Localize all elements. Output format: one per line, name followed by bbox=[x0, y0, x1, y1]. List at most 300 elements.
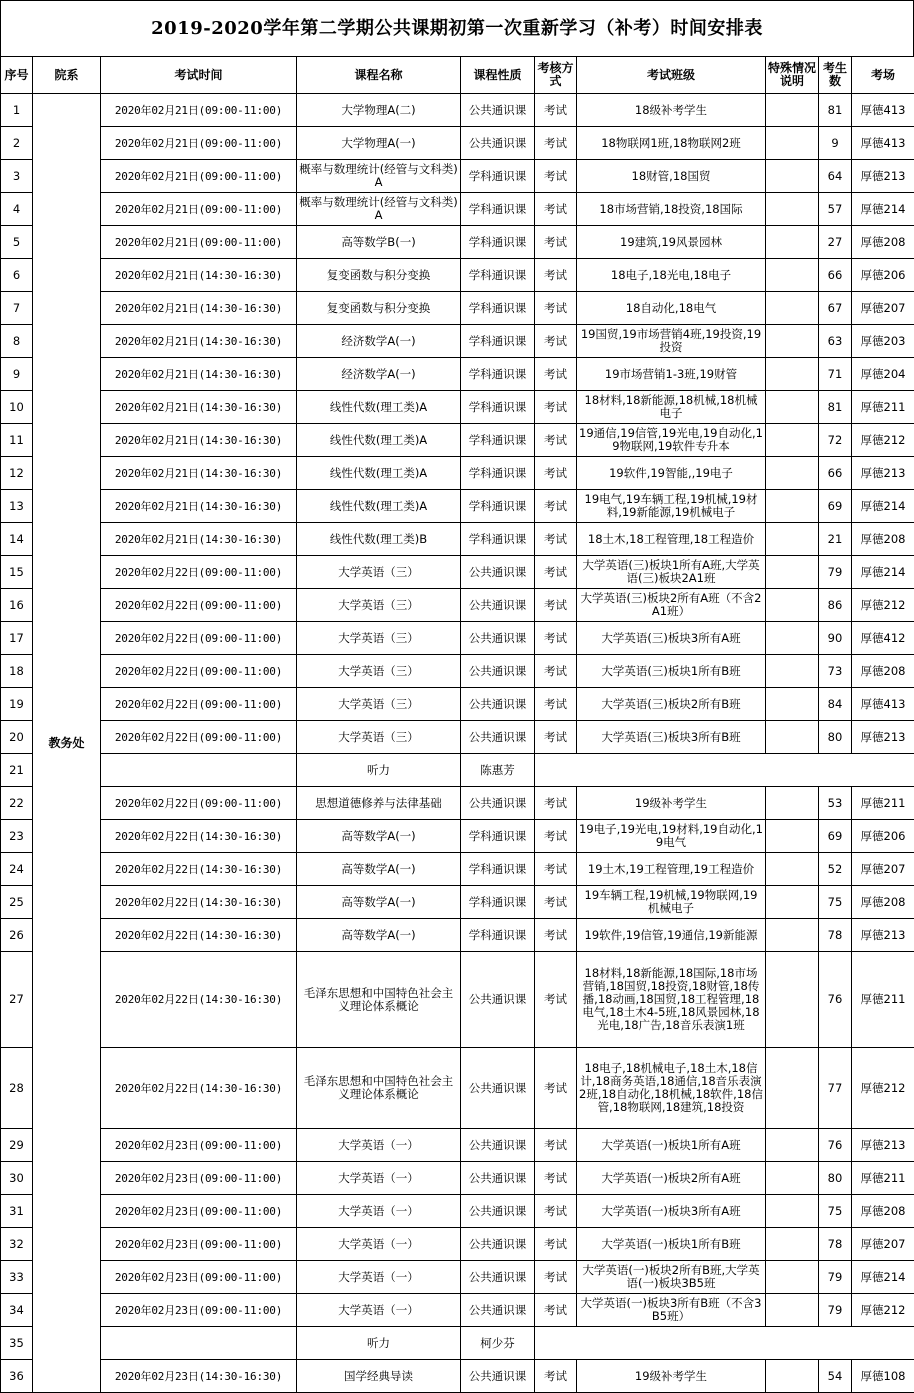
seq-cell: 35 bbox=[1, 1327, 33, 1360]
method-cell: 考试 bbox=[535, 1129, 577, 1162]
room-cell: 厚德208 bbox=[852, 226, 914, 259]
seq-cell: 12 bbox=[1, 457, 33, 490]
classes-cell: 18材料,18新能源,18机械,18机械电子 bbox=[577, 391, 766, 424]
course-cell: 大学英语（三） bbox=[297, 655, 461, 688]
nature-cell: 公共通识课 bbox=[461, 1360, 535, 1393]
special-cell bbox=[766, 160, 819, 193]
count-cell: 69 bbox=[819, 490, 852, 523]
course-cell: 高等数学B(一) bbox=[297, 226, 461, 259]
course-cell: 大学英语（一） bbox=[297, 1162, 461, 1195]
count-cell: 75 bbox=[819, 1195, 852, 1228]
special-cell bbox=[766, 1048, 819, 1129]
table-row bbox=[1, 655, 914, 688]
room-cell: 厚德412 bbox=[852, 622, 914, 655]
seq-cell: 7 bbox=[1, 292, 33, 325]
method-cell: 考试 bbox=[535, 160, 577, 193]
time-cell: 2020年02月21日(14:30-16:30) bbox=[101, 292, 297, 325]
nature-cell: 学科通识课 bbox=[461, 226, 535, 259]
time-cell: 2020年02月21日(14:30-16:30) bbox=[101, 523, 297, 556]
method-cell: 考试 bbox=[535, 391, 577, 424]
time-cell: 2020年02月22日(14:30-16:30) bbox=[101, 853, 297, 886]
course-cell: 经济数学A(一) bbox=[297, 358, 461, 391]
nature-cell: 公共通识课 bbox=[461, 688, 535, 721]
schedule-table bbox=[0, 56, 914, 1393]
count-cell: 77 bbox=[819, 1048, 852, 1129]
course-cell: 大学英语（一） bbox=[297, 1195, 461, 1228]
course-cell: 大学英语（一） bbox=[297, 1228, 461, 1261]
nature-cell: 学科通识课 bbox=[461, 919, 535, 952]
nature-cell: 公共通识课 bbox=[461, 1294, 535, 1327]
classes-cell: 19级补考学生 bbox=[577, 1360, 766, 1393]
header-dept: 院系 bbox=[33, 57, 101, 94]
room-cell: 厚德212 bbox=[852, 589, 914, 622]
table-row bbox=[1, 589, 914, 622]
room-cell: 厚德208 bbox=[852, 523, 914, 556]
table-row bbox=[1, 358, 914, 391]
time-cell: 2020年02月22日(14:30-16:30) bbox=[101, 886, 297, 919]
special-cell bbox=[766, 193, 819, 226]
room-cell: 厚德211 bbox=[852, 787, 914, 820]
time-cell: 2020年02月22日(14:30-16:30) bbox=[101, 1048, 297, 1129]
room-cell: 厚德212 bbox=[852, 424, 914, 457]
method-cell: 考试 bbox=[535, 193, 577, 226]
nature-cell: 公共通识课 bbox=[461, 1162, 535, 1195]
room-cell: 厚德108 bbox=[852, 1360, 914, 1393]
nature-cell: 公共通识课 bbox=[461, 1129, 535, 1162]
count-cell: 9 bbox=[819, 127, 852, 160]
seq-cell: 22 bbox=[1, 787, 33, 820]
special-cell bbox=[766, 325, 819, 358]
special-cell bbox=[766, 622, 819, 655]
table-row bbox=[1, 523, 914, 556]
count-cell: 90 bbox=[819, 622, 852, 655]
course-cell: 概率与数理统计(经管与文科类)A bbox=[297, 193, 461, 226]
special-cell bbox=[766, 1360, 819, 1393]
count-cell: 27 bbox=[819, 226, 852, 259]
nature-cell: 学科通识课 bbox=[461, 325, 535, 358]
classes-cell: 18电子,18机械电子,18土木,18信计,18商务英语,18通信,18音乐表演2班,18自动化,18机械,18软件,18信管,18物联网,18建筑,18投资 bbox=[577, 1048, 766, 1129]
table-row bbox=[1, 226, 914, 259]
department-cell: 教务处 bbox=[33, 94, 101, 1393]
method-cell: 考试 bbox=[535, 688, 577, 721]
table-row bbox=[1, 391, 914, 424]
count-cell: 80 bbox=[819, 721, 852, 754]
classes-cell: 大学英语(三)板块3所有B班 bbox=[577, 721, 766, 754]
seq-cell: 29 bbox=[1, 1129, 33, 1162]
method-cell: 考试 bbox=[535, 325, 577, 358]
room-cell: 厚德212 bbox=[852, 1294, 914, 1327]
course-cell: 毛泽东思想和中国特色社会主义理论体系概论 bbox=[297, 952, 461, 1048]
special-cell bbox=[766, 292, 819, 325]
room-cell: 厚德211 bbox=[852, 952, 914, 1048]
special-cell bbox=[766, 886, 819, 919]
course-cell: 大学英语（三） bbox=[297, 556, 461, 589]
classes-cell: 18电子,18光电,18电子 bbox=[577, 259, 766, 292]
nature-cell: 公共通识课 bbox=[461, 127, 535, 160]
nature-cell: 公共通识课 bbox=[461, 94, 535, 127]
method-cell: 考试 bbox=[535, 226, 577, 259]
course-cell: 大学英语（三） bbox=[297, 622, 461, 655]
course-cell: 思想道德修养与法律基础 bbox=[297, 787, 461, 820]
course-cell: 国学经典导读 bbox=[297, 1360, 461, 1393]
count-cell: 57 bbox=[819, 193, 852, 226]
course-cell: 高等数学A(一) bbox=[297, 886, 461, 919]
time-cell: 2020年02月22日(09:00-11:00) bbox=[101, 787, 297, 820]
course-cell: 大学英语（三） bbox=[297, 721, 461, 754]
special-cell bbox=[766, 721, 819, 754]
special-cell bbox=[766, 424, 819, 457]
table-row bbox=[1, 490, 914, 523]
classes-cell: 19电气,19车辆工程,19机械,19材料,19新能源,19机械电子 bbox=[577, 490, 766, 523]
nature-cell: 公共通识课 bbox=[461, 1195, 535, 1228]
room-cell: 厚德214 bbox=[852, 193, 914, 226]
seq-cell: 13 bbox=[1, 490, 33, 523]
blank-cell bbox=[535, 1327, 914, 1360]
room-cell: 厚德208 bbox=[852, 1195, 914, 1228]
method-cell: 考试 bbox=[535, 94, 577, 127]
count-cell: 73 bbox=[819, 655, 852, 688]
time-cell: 2020年02月23日(09:00-11:00) bbox=[101, 1261, 297, 1294]
special-cell bbox=[766, 457, 819, 490]
note-name-cell: 陈惠芳 bbox=[461, 754, 535, 787]
classes-cell: 大学英语(一)板块3所有B班（不含3B5班） bbox=[577, 1294, 766, 1327]
header-method: 考核方式 bbox=[535, 57, 577, 94]
count-cell: 66 bbox=[819, 457, 852, 490]
method-cell: 考试 bbox=[535, 556, 577, 589]
classes-cell: 18物联网1班,18物联网2班 bbox=[577, 127, 766, 160]
table-row bbox=[1, 1360, 914, 1393]
seq-cell: 32 bbox=[1, 1228, 33, 1261]
special-cell bbox=[766, 952, 819, 1048]
special-cell bbox=[766, 820, 819, 853]
table-row bbox=[1, 853, 914, 886]
seq-cell: 4 bbox=[1, 193, 33, 226]
count-cell: 81 bbox=[819, 391, 852, 424]
count-cell: 69 bbox=[819, 820, 852, 853]
room-cell: 厚德203 bbox=[852, 325, 914, 358]
nature-cell: 学科通识课 bbox=[461, 490, 535, 523]
classes-cell: 大学英语(一)板块2所有A班 bbox=[577, 1162, 766, 1195]
header-special: 特殊情况说明 bbox=[766, 57, 819, 94]
time-cell bbox=[101, 754, 297, 787]
time-cell: 2020年02月21日(14:30-16:30) bbox=[101, 424, 297, 457]
classes-cell: 18市场营销,18投资,18国际 bbox=[577, 193, 766, 226]
method-cell: 考试 bbox=[535, 523, 577, 556]
course-cell: 大学物理A(二) bbox=[297, 94, 461, 127]
nature-cell: 学科通识课 bbox=[461, 523, 535, 556]
room-cell: 厚德207 bbox=[852, 292, 914, 325]
seq-cell: 9 bbox=[1, 358, 33, 391]
seq-cell: 23 bbox=[1, 820, 33, 853]
seq-cell: 19 bbox=[1, 688, 33, 721]
table-body bbox=[1, 94, 914, 1393]
table-row bbox=[1, 952, 914, 1048]
course-cell: 大学英语（三） bbox=[297, 688, 461, 721]
seq-cell: 14 bbox=[1, 523, 33, 556]
time-cell: 2020年02月23日(14:30-16:30) bbox=[101, 1360, 297, 1393]
method-cell: 考试 bbox=[535, 1228, 577, 1261]
special-cell bbox=[766, 127, 819, 160]
nature-cell: 学科通识课 bbox=[461, 259, 535, 292]
room-cell: 厚德208 bbox=[852, 886, 914, 919]
time-cell: 2020年02月21日(09:00-11:00) bbox=[101, 94, 297, 127]
time-cell: 2020年02月23日(09:00-11:00) bbox=[101, 1228, 297, 1261]
method-cell: 考试 bbox=[535, 1162, 577, 1195]
nature-cell: 学科通识课 bbox=[461, 193, 535, 226]
table-row bbox=[1, 820, 914, 853]
time-cell bbox=[101, 1327, 297, 1360]
course-cell: 大学英语（一） bbox=[297, 1129, 461, 1162]
course-cell: 概率与数理统计(经管与文科类)A bbox=[297, 160, 461, 193]
time-cell: 2020年02月21日(09:00-11:00) bbox=[101, 226, 297, 259]
time-cell: 2020年02月21日(09:00-11:00) bbox=[101, 160, 297, 193]
special-cell bbox=[766, 1294, 819, 1327]
method-cell: 考试 bbox=[535, 820, 577, 853]
classes-cell: 18土木,18工程管理,18工程造价 bbox=[577, 523, 766, 556]
table-row bbox=[1, 1294, 914, 1327]
room-cell: 厚德211 bbox=[852, 1162, 914, 1195]
seq-cell: 8 bbox=[1, 325, 33, 358]
room-cell: 厚德213 bbox=[852, 160, 914, 193]
time-cell: 2020年02月23日(09:00-11:00) bbox=[101, 1129, 297, 1162]
seq-cell: 15 bbox=[1, 556, 33, 589]
nature-cell: 学科通识课 bbox=[461, 391, 535, 424]
room-cell: 厚德207 bbox=[852, 853, 914, 886]
special-cell bbox=[766, 1162, 819, 1195]
room-cell: 厚德214 bbox=[852, 556, 914, 589]
nature-cell: 学科通识课 bbox=[461, 457, 535, 490]
table-row bbox=[1, 886, 914, 919]
method-cell: 考试 bbox=[535, 358, 577, 391]
nature-cell: 公共通识课 bbox=[461, 655, 535, 688]
special-cell bbox=[766, 688, 819, 721]
count-cell: 81 bbox=[819, 94, 852, 127]
classes-cell: 19软件,19智能,,19电子 bbox=[577, 457, 766, 490]
special-cell bbox=[766, 1129, 819, 1162]
classes-cell: 18级补考学生 bbox=[577, 94, 766, 127]
table-row bbox=[1, 1261, 914, 1294]
classes-cell: 18财管,18国贸 bbox=[577, 160, 766, 193]
classes-cell: 19市场营销1-3班,19财管 bbox=[577, 358, 766, 391]
table-row bbox=[1, 1129, 914, 1162]
time-cell: 2020年02月21日(14:30-16:30) bbox=[101, 259, 297, 292]
nature-cell: 学科通识课 bbox=[461, 292, 535, 325]
count-cell: 78 bbox=[819, 919, 852, 952]
special-cell bbox=[766, 391, 819, 424]
course-cell: 大学物理A(一) bbox=[297, 127, 461, 160]
nature-cell: 公共通识课 bbox=[461, 787, 535, 820]
seq-cell: 33 bbox=[1, 1261, 33, 1294]
method-cell: 考试 bbox=[535, 127, 577, 160]
seq-cell: 20 bbox=[1, 721, 33, 754]
special-cell bbox=[766, 556, 819, 589]
nature-cell: 公共通识课 bbox=[461, 1048, 535, 1129]
table-row bbox=[1, 1195, 914, 1228]
seq-cell: 36 bbox=[1, 1360, 33, 1393]
classes-cell: 大学英语(三)板块2所有A班（不含2A1班） bbox=[577, 589, 766, 622]
special-cell bbox=[766, 94, 819, 127]
blank-cell bbox=[535, 754, 914, 787]
nature-cell: 公共通识课 bbox=[461, 952, 535, 1048]
method-cell: 考试 bbox=[535, 952, 577, 1048]
seq-cell: 34 bbox=[1, 1294, 33, 1327]
header-seq: 序号 bbox=[1, 57, 33, 94]
time-cell: 2020年02月22日(09:00-11:00) bbox=[101, 721, 297, 754]
seq-cell: 11 bbox=[1, 424, 33, 457]
classes-cell: 19土木,19工程管理,19工程造价 bbox=[577, 853, 766, 886]
count-cell: 79 bbox=[819, 556, 852, 589]
classes-cell: 大学英语(一)板块2所有B班,大学英语(一)板块3B5班 bbox=[577, 1261, 766, 1294]
course-cell: 大学英语（一） bbox=[297, 1294, 461, 1327]
seq-cell: 2 bbox=[1, 127, 33, 160]
nature-cell: 公共通识课 bbox=[461, 556, 535, 589]
time-cell: 2020年02月23日(09:00-11:00) bbox=[101, 1162, 297, 1195]
course-cell: 大学英语（一） bbox=[297, 1261, 461, 1294]
seq-cell: 28 bbox=[1, 1048, 33, 1129]
method-cell: 考试 bbox=[535, 1360, 577, 1393]
room-cell: 厚德413 bbox=[852, 688, 914, 721]
table-row bbox=[1, 1048, 914, 1129]
special-cell bbox=[766, 1228, 819, 1261]
nature-cell: 公共通识课 bbox=[461, 622, 535, 655]
count-cell: 84 bbox=[819, 688, 852, 721]
course-cell: 高等数学A(一) bbox=[297, 820, 461, 853]
table-row bbox=[1, 721, 914, 754]
method-cell: 考试 bbox=[535, 457, 577, 490]
time-cell: 2020年02月23日(09:00-11:00) bbox=[101, 1195, 297, 1228]
page-title: 2019-2020学年第二学期公共课期初第一次重新学习（补考）时间安排表 bbox=[0, 0, 914, 56]
time-cell: 2020年02月22日(14:30-16:30) bbox=[101, 820, 297, 853]
special-cell bbox=[766, 1261, 819, 1294]
special-cell bbox=[766, 259, 819, 292]
method-cell: 考试 bbox=[535, 1195, 577, 1228]
method-cell: 考试 bbox=[535, 787, 577, 820]
special-cell bbox=[766, 919, 819, 952]
seq-cell: 6 bbox=[1, 259, 33, 292]
table-row bbox=[1, 622, 914, 655]
count-cell: 67 bbox=[819, 292, 852, 325]
method-cell: 考试 bbox=[535, 721, 577, 754]
time-cell: 2020年02月21日(14:30-16:30) bbox=[101, 358, 297, 391]
count-cell: 71 bbox=[819, 358, 852, 391]
time-cell: 2020年02月22日(09:00-11:00) bbox=[101, 688, 297, 721]
seq-cell: 17 bbox=[1, 622, 33, 655]
special-cell bbox=[766, 589, 819, 622]
count-cell: 54 bbox=[819, 1360, 852, 1393]
course-cell: 线性代数(理工类)A bbox=[297, 490, 461, 523]
special-cell bbox=[766, 523, 819, 556]
seq-cell: 21 bbox=[1, 754, 33, 787]
seq-cell: 18 bbox=[1, 655, 33, 688]
time-cell: 2020年02月21日(14:30-16:30) bbox=[101, 490, 297, 523]
method-cell: 考试 bbox=[535, 655, 577, 688]
count-cell: 75 bbox=[819, 886, 852, 919]
method-cell: 考试 bbox=[535, 424, 577, 457]
seq-cell: 30 bbox=[1, 1162, 33, 1195]
time-cell: 2020年02月22日(14:30-16:30) bbox=[101, 919, 297, 952]
table-row bbox=[1, 94, 914, 127]
special-cell bbox=[766, 358, 819, 391]
table-row bbox=[1, 1162, 914, 1195]
method-cell: 考试 bbox=[535, 292, 577, 325]
room-cell: 厚德213 bbox=[852, 457, 914, 490]
classes-cell: 19级补考学生 bbox=[577, 787, 766, 820]
seq-cell: 16 bbox=[1, 589, 33, 622]
classes-cell: 大学英语(一)板块1所有A班 bbox=[577, 1129, 766, 1162]
table-row bbox=[1, 688, 914, 721]
seq-cell: 31 bbox=[1, 1195, 33, 1228]
table-row bbox=[1, 1228, 914, 1261]
table-row bbox=[1, 424, 914, 457]
count-cell: 78 bbox=[819, 1228, 852, 1261]
count-cell: 66 bbox=[819, 259, 852, 292]
course-cell: 经济数学A(一) bbox=[297, 325, 461, 358]
special-cell bbox=[766, 490, 819, 523]
seq-cell: 24 bbox=[1, 853, 33, 886]
count-cell: 63 bbox=[819, 325, 852, 358]
method-cell: 考试 bbox=[535, 1048, 577, 1129]
classes-cell: 大学英语(三)板块3所有A班 bbox=[577, 622, 766, 655]
table-row bbox=[1, 457, 914, 490]
nature-cell: 学科通识课 bbox=[461, 424, 535, 457]
course-cell: 大学英语（三） bbox=[297, 589, 461, 622]
room-cell: 厚德214 bbox=[852, 490, 914, 523]
header-course: 课程名称 bbox=[297, 57, 461, 94]
table-row bbox=[1, 787, 914, 820]
header-nature: 课程性质 bbox=[461, 57, 535, 94]
method-cell: 考试 bbox=[535, 1261, 577, 1294]
seq-cell: 26 bbox=[1, 919, 33, 952]
course-cell: 高等数学A(一) bbox=[297, 919, 461, 952]
room-cell: 厚德206 bbox=[852, 820, 914, 853]
header-time: 考试时间 bbox=[101, 57, 297, 94]
special-cell bbox=[766, 853, 819, 886]
classes-cell: 19车辆工程,19机械,19物联网,19机械电子 bbox=[577, 886, 766, 919]
course-cell: 线性代数(理工类)A bbox=[297, 391, 461, 424]
count-cell: 53 bbox=[819, 787, 852, 820]
count-cell: 64 bbox=[819, 160, 852, 193]
room-cell: 厚德207 bbox=[852, 1228, 914, 1261]
method-cell: 考试 bbox=[535, 853, 577, 886]
count-cell: 72 bbox=[819, 424, 852, 457]
classes-cell: 19建筑,19风景园林 bbox=[577, 226, 766, 259]
classes-cell: 大学英语(三)板块1所有A班,大学英语(三)板块2A1班 bbox=[577, 556, 766, 589]
seq-cell: 27 bbox=[1, 952, 33, 1048]
room-cell: 厚德212 bbox=[852, 1048, 914, 1129]
count-cell: 86 bbox=[819, 589, 852, 622]
count-cell: 21 bbox=[819, 523, 852, 556]
count-cell: 79 bbox=[819, 1294, 852, 1327]
time-cell: 2020年02月21日(14:30-16:30) bbox=[101, 457, 297, 490]
room-cell: 厚德211 bbox=[852, 391, 914, 424]
method-cell: 考试 bbox=[535, 259, 577, 292]
room-cell: 厚德413 bbox=[852, 127, 914, 160]
room-cell: 厚德206 bbox=[852, 259, 914, 292]
count-cell: 76 bbox=[819, 952, 852, 1048]
note-row bbox=[1, 1327, 914, 1360]
time-cell: 2020年02月22日(09:00-11:00) bbox=[101, 589, 297, 622]
nature-cell: 学科通识课 bbox=[461, 886, 535, 919]
room-cell: 厚德204 bbox=[852, 358, 914, 391]
count-cell: 79 bbox=[819, 1261, 852, 1294]
table-row bbox=[1, 292, 914, 325]
note-name-cell: 柯少芬 bbox=[461, 1327, 535, 1360]
table-row bbox=[1, 193, 914, 226]
header-count: 考生数 bbox=[819, 57, 852, 94]
method-cell: 考试 bbox=[535, 886, 577, 919]
seq-cell: 25 bbox=[1, 886, 33, 919]
nature-cell: 公共通识课 bbox=[461, 589, 535, 622]
